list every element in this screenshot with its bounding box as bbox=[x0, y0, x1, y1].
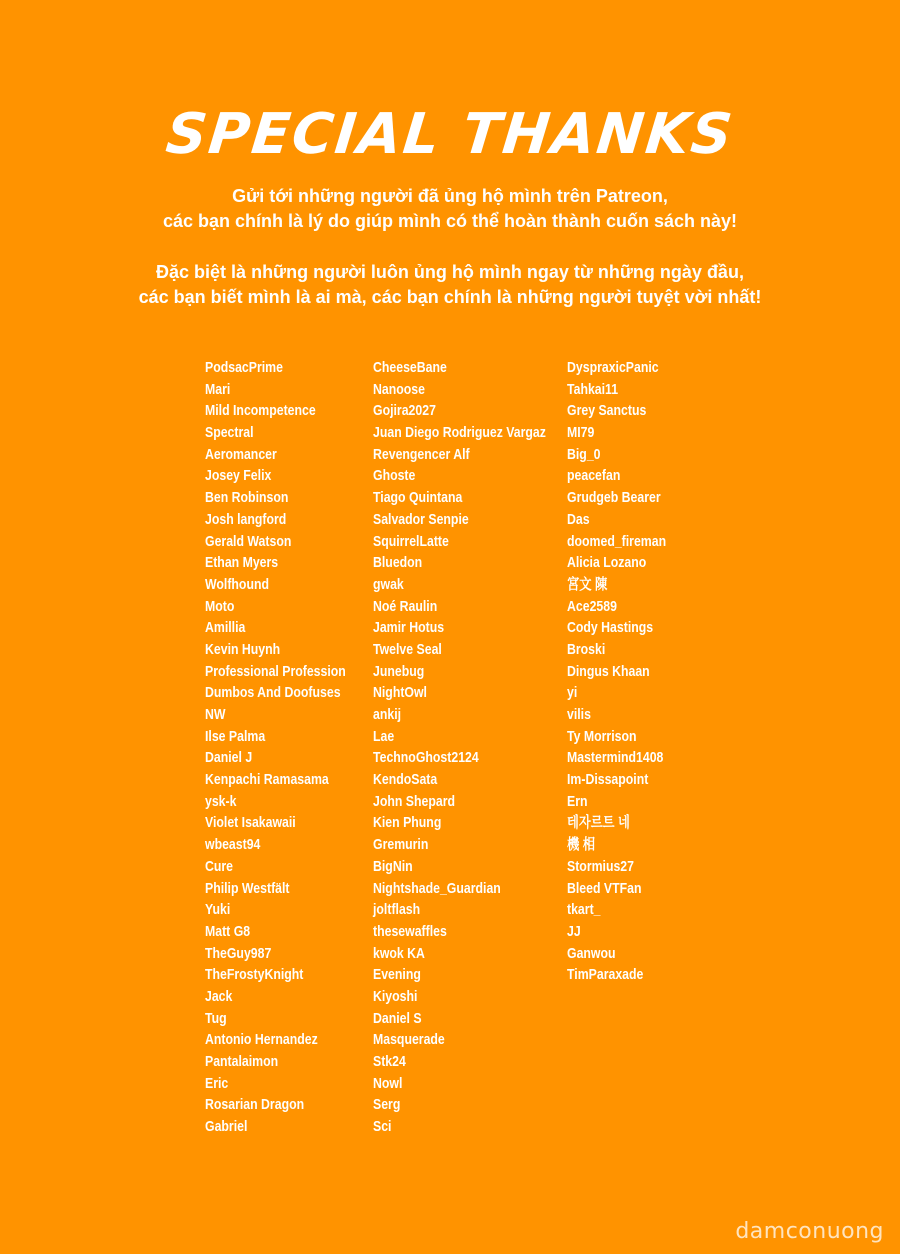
supporter-name: 機 相 bbox=[567, 836, 596, 854]
supporter-name: NightOwl bbox=[373, 684, 427, 702]
supporter-name: JJ bbox=[567, 922, 581, 940]
intro-line: Đặc biệt là những người luôn ủng hộ mình ngay từ những ngày đầu, bbox=[156, 262, 744, 282]
supporter-name: BigNin bbox=[373, 857, 413, 875]
supporter-name: Cody Hastings bbox=[567, 619, 654, 637]
supporters-column-2 bbox=[373, 357, 584, 1138]
intro-line: Gửi tới những người đã ủng hộ mình trên Patreon, bbox=[232, 186, 668, 206]
supporter-name: Nightshade_Guardian bbox=[373, 879, 501, 897]
supporter-name: DyspraxicPanic bbox=[567, 359, 659, 376]
supporter-name: joltflash bbox=[373, 901, 421, 919]
supporter-name: SquirrelLatte bbox=[373, 532, 449, 550]
supporter-name: TimParaxade bbox=[567, 966, 644, 984]
supporter-name: Evening bbox=[373, 966, 421, 984]
supporter-name: Dingus Khaan bbox=[567, 662, 650, 680]
supporter-name: Nowl bbox=[373, 1074, 403, 1092]
supporter-name: Mild Incompetence bbox=[205, 402, 316, 420]
supporter-name: Stk24 bbox=[373, 1053, 406, 1070]
supporter-name: KendoSata bbox=[373, 771, 438, 789]
supporter-name: MI79 bbox=[567, 424, 595, 442]
supporter-name: TheFrostyKnight bbox=[205, 966, 304, 984]
supporter-name: Tiago Quintana bbox=[373, 489, 463, 507]
supporter-name: kwok KA bbox=[373, 944, 425, 962]
supporter-name: Twelve Seal bbox=[373, 640, 442, 658]
supporter-name: ysk-k bbox=[205, 792, 237, 810]
supporter-name: 테자르트 네 bbox=[567, 814, 630, 832]
supporter-name: Bluedon bbox=[373, 554, 423, 572]
supporter-name: TheGuy987 bbox=[205, 944, 272, 962]
intro-paragraph-1 bbox=[0, 184, 900, 234]
supporter-name: Ben Robinson bbox=[205, 489, 289, 507]
supporter-name: Pantalaimon bbox=[205, 1053, 279, 1070]
supporters-column-1 bbox=[205, 357, 377, 1138]
supporter-name: tkart_ bbox=[567, 901, 601, 919]
supporter-name: Noé Raulin bbox=[373, 597, 438, 615]
supporter-name: Daniel J bbox=[205, 749, 253, 767]
supporter-name: Aeromancer bbox=[205, 445, 277, 463]
supporter-name: peacefan bbox=[567, 467, 621, 485]
supporter-name: Salvador Senpie bbox=[373, 510, 469, 528]
watermark: damconuong bbox=[735, 1219, 884, 1244]
supporter-name: Eric bbox=[205, 1074, 229, 1092]
supporter-name: Kiyoshi bbox=[373, 987, 418, 1005]
supporter-name: Daniel S bbox=[373, 1009, 422, 1027]
supporter-name: Stormius27 bbox=[567, 857, 634, 875]
supporter-name: Gremurin bbox=[373, 836, 429, 854]
supporter-name: Ghoste bbox=[373, 467, 416, 485]
supporter-name: Ganwou bbox=[567, 944, 616, 962]
supporter-name: Ern bbox=[567, 792, 588, 810]
supporter-name: Matt G8 bbox=[205, 922, 251, 940]
supporter-name: Tug bbox=[205, 1009, 227, 1027]
supporter-name: Mastermind1408 bbox=[567, 749, 664, 767]
supporter-name: Ethan Myers bbox=[205, 554, 279, 572]
supporter-name: CheeseBane bbox=[373, 359, 447, 376]
supporter-name: yi bbox=[567, 684, 578, 702]
supporter-name: Serg bbox=[373, 1096, 401, 1114]
supporter-name: thesewaffles bbox=[373, 922, 447, 940]
supporter-name: Philip Westfält bbox=[205, 879, 290, 897]
supporter-name: Mari bbox=[205, 380, 231, 398]
supporter-name: Ilse Palma bbox=[205, 727, 266, 745]
supporter-name: vilis bbox=[567, 706, 591, 723]
supporter-name: Masquerade bbox=[373, 1031, 445, 1049]
supporter-name: Ty Morrison bbox=[567, 727, 637, 745]
supporter-name: Spectral bbox=[205, 424, 254, 442]
supporter-name: Cure bbox=[205, 857, 234, 875]
supporter-name: Das bbox=[567, 510, 590, 528]
supporter-name: Dumbos And Doofuses bbox=[205, 684, 341, 702]
page-title: SPECIAL THANKS bbox=[163, 102, 738, 167]
supporter-name: John Shepard bbox=[373, 792, 456, 810]
supporter-name: Gojira2027 bbox=[373, 402, 436, 420]
supporter-name: Gabriel bbox=[205, 1118, 248, 1136]
supporter-name: Josh langford bbox=[205, 510, 287, 528]
intro-line: các bạn chính là lý do giúp mình có thể hoàn thành cuốn sách này! bbox=[162, 211, 738, 231]
supporter-name: Juan Diego Rodriguez Vargaz bbox=[373, 424, 546, 442]
supporter-name: Professional Profession bbox=[205, 662, 346, 680]
supporter-name: NW bbox=[205, 706, 226, 723]
supporter-name: Gerald Watson bbox=[205, 532, 292, 550]
supporter-name: Tahkai11 bbox=[567, 380, 619, 398]
supporter-name: ankij bbox=[373, 706, 402, 723]
supporters-column-3 bbox=[567, 357, 688, 986]
intro-paragraph-2 bbox=[0, 260, 900, 310]
supporter-name: Lae bbox=[373, 727, 395, 745]
supporter-name: Im-Dissapoint bbox=[567, 771, 649, 789]
supporter-name: Moto bbox=[205, 597, 235, 615]
supporter-name: PodsacPrime bbox=[205, 359, 283, 376]
supporter-name: gwak bbox=[373, 575, 404, 593]
supporter-name: Big_0 bbox=[567, 445, 601, 463]
supporter-name: Kien Phung bbox=[373, 814, 442, 832]
supporter-name: Grudgeb Bearer bbox=[567, 489, 661, 507]
supporter-name: Wolfhound bbox=[205, 575, 269, 593]
supporter-name: Antonio Hernandez bbox=[205, 1031, 318, 1049]
supporter-name: Junebug bbox=[373, 662, 425, 680]
supporter-name: Jack bbox=[205, 987, 233, 1005]
supporter-name: Jamir Hotus bbox=[373, 619, 445, 637]
supporter-name: Revengencer Alf bbox=[373, 445, 470, 463]
intro-line: các bạn biết mình là ai mà, các bạn chính là những người tuyệt vời nhất! bbox=[138, 287, 762, 307]
supporter-name: Kenpachi Ramasama bbox=[205, 771, 329, 789]
supporter-name: TechnoGhost2124 bbox=[373, 749, 479, 767]
supporter-name: Yuki bbox=[205, 901, 231, 919]
supporter-name: Alicia Lozano bbox=[567, 554, 647, 572]
supporter-name: Amillia bbox=[205, 619, 246, 637]
supporter-name: Bleed VTFan bbox=[567, 879, 642, 897]
supporter-name: Rosarian Dragon bbox=[205, 1096, 305, 1114]
supporter-name: Violet Isakawaii bbox=[205, 814, 296, 832]
supporter-name: Kevin Huynh bbox=[205, 640, 281, 658]
supporter-name: Nanoose bbox=[373, 380, 425, 398]
supporter-name: Broski bbox=[567, 640, 606, 658]
intro-text bbox=[0, 184, 900, 310]
supporter-name: Ace2589 bbox=[567, 597, 617, 615]
supporter-name: Sci bbox=[373, 1118, 392, 1136]
supporter-name: doomed_fireman bbox=[567, 532, 667, 550]
supporter-name: Grey Sanctus bbox=[567, 402, 647, 420]
supporter-name: 宮文 陳 bbox=[567, 575, 608, 593]
supporter-name: Josey Felix bbox=[205, 467, 272, 485]
supporter-name: wbeast94 bbox=[205, 836, 261, 854]
